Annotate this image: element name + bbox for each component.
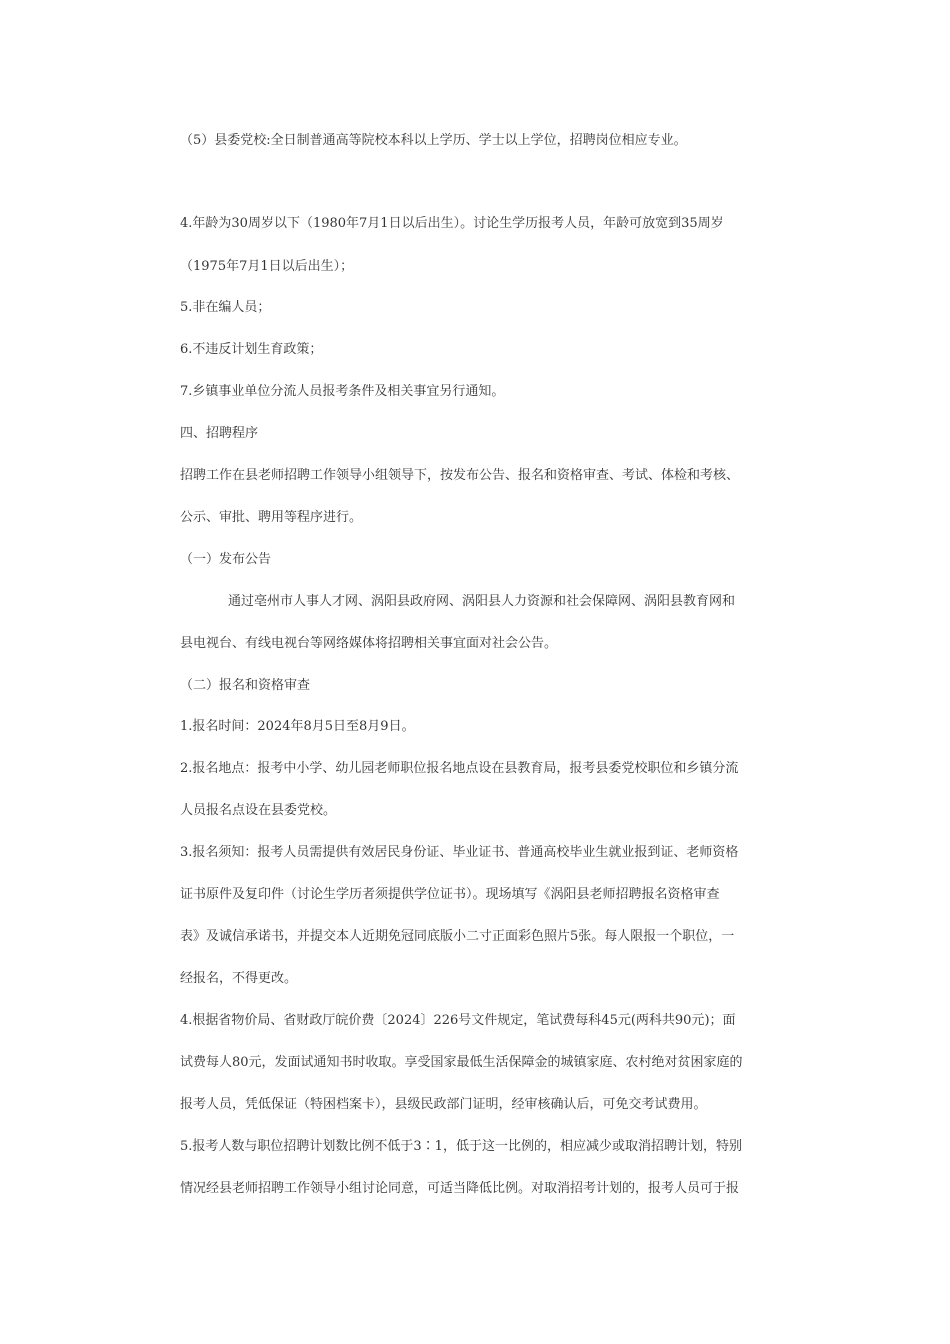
- text-line: 报考人员，凭低保证（特困档案卡），县级民政部门证明，经审核确认后，可免交考试费用。: [180, 1097, 707, 1112]
- text-line: 6.不违反计划生育政策；: [180, 342, 323, 357]
- text-line: 公示、审批、聘用等程序进行。: [180, 510, 363, 525]
- text-line: （1975年7月1日以后出生）；: [180, 259, 354, 274]
- text-line: 5.报考人数与职位招聘计划数比例不低于3∶1，低于这一比例的，相应减少或取消招聘计划，特别: [180, 1139, 742, 1154]
- text-line: 县电视台、有线电视台等网络媒体将招聘相关事宜面对社会公告。: [180, 636, 558, 651]
- text-line: 4.年龄为30周岁以下（1980年7月1日以后出生）。讨论生学历报考人员，年龄可放宽到35周岁: [180, 216, 724, 231]
- text-line: 表》及诚信承诺书，并提交本人近期免冠同底版小二寸正面彩色照片5张。每人限报一个职位，一: [180, 929, 735, 944]
- text-line: （5）县委党校:全日制普通高等院校本科以上学历、学士以上学位，招聘岗位相应专业。: [180, 133, 687, 148]
- text-line: 情况经县老师招聘工作领导小组讨论同意，可适当降低比例。对取消招考计划的，报考人员可于报: [180, 1181, 740, 1196]
- text-line: 7.乡镇事业单位分流人员报考条件及相关事宜另行通知。: [180, 384, 505, 399]
- text-line: 试费每人80元，发面试通知书时收取。享受国家最低生活保障金的城镇家庭、农村绝对贫困家庭的: [180, 1055, 743, 1070]
- subsection-heading: （二）报名和资格审查: [180, 678, 311, 693]
- text-line: 证书原件及复印件（讨论生学历者须提供学位证书）。现场填写《涡阳县老师招聘报名资格审查: [180, 887, 720, 902]
- text-line: 1.报名时间：2024年8月5日至8月9日。: [180, 719, 415, 734]
- text-line: 通过亳州市人事人才网、涡阳县政府网、涡阳县人力资源和社会保障网、涡阳县教育网和: [228, 594, 736, 609]
- text-line: 4.根据省物价局、省财政厅皖价费〔2024〕226号文件规定，笔试费每科45元(两科共90元)；面: [180, 1013, 736, 1028]
- text-line: 人员报名点设在县委党校。: [180, 803, 337, 818]
- text-line: 2.报名地点：报考中小学、幼儿园老师职位报名地点设在县教育局，报考县委党校职位和乡镇分流: [180, 761, 739, 776]
- section-heading: 四、招聘程序: [180, 426, 259, 441]
- text-line: 3.报名须知：报考人员需提供有效居民身份证、毕业证书、普通高校毕业生就业报到证、老师资格: [180, 845, 739, 860]
- text-line: 经报名，不得更改。: [180, 971, 298, 986]
- subsection-heading: （一）发布公告: [180, 552, 272, 567]
- text-line: 招聘工作在县老师招聘工作领导小组领导下，按发布公告、报名和资格审查、考试、体检和考核、: [180, 468, 740, 483]
- text-line: 5.非在编人员；: [180, 300, 271, 315]
